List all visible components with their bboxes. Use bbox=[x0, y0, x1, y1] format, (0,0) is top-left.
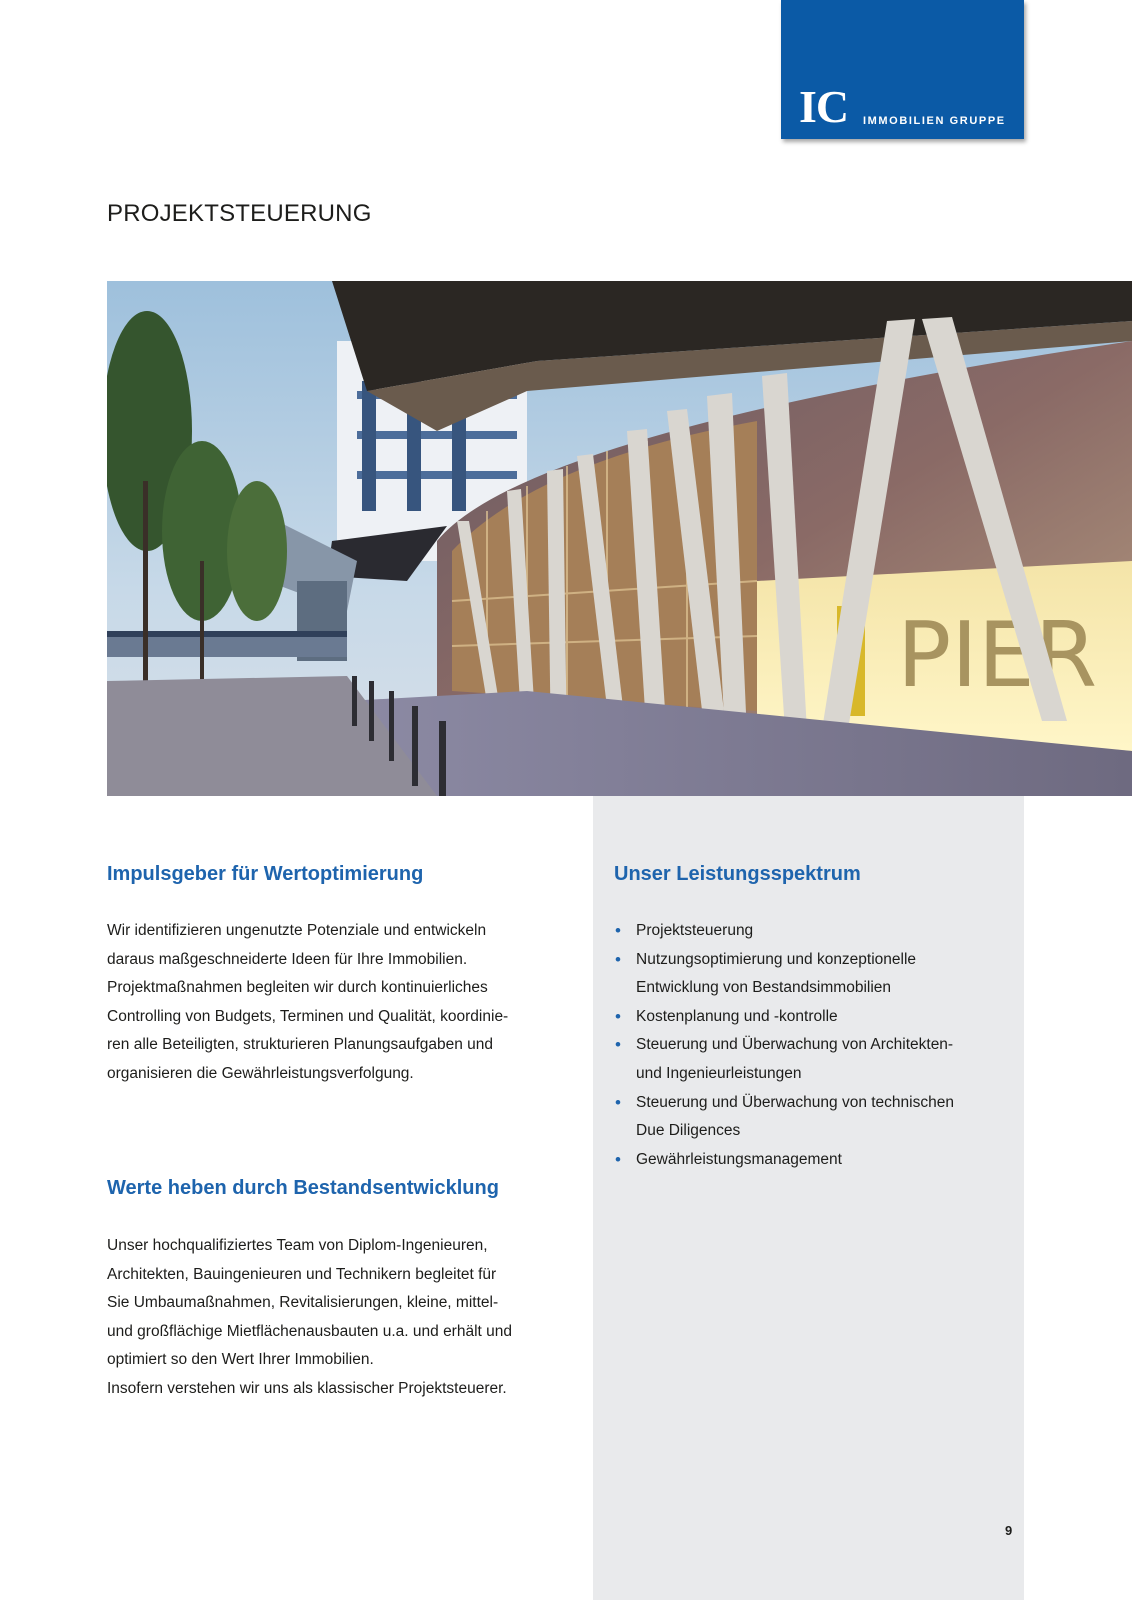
page-number: 9 bbox=[1005, 1523, 1013, 1538]
bullet-icon: • bbox=[615, 1149, 621, 1169]
section2-line: optimiert so den Wert Ihrer Immobilien. bbox=[107, 1351, 374, 1369]
logo-text: IMMOBILIEN GRUPPE bbox=[863, 115, 1006, 127]
list-item-line: Due Diligences bbox=[636, 1122, 741, 1140]
section1-line: Controlling von Budgets, Terminen und Qualität, koordinie- bbox=[107, 1007, 509, 1025]
logo-box bbox=[781, 0, 1024, 139]
logo-mark: IC bbox=[799, 81, 849, 132]
section1-line: organisieren die Gewährleistungsverfolgung. bbox=[107, 1064, 414, 1082]
page-title: PROJEKTSTEUERUNG bbox=[107, 200, 372, 227]
section2-line: und großflächige Mietflächenausbauten u.a. und erhält und bbox=[107, 1322, 513, 1340]
list-item bbox=[614, 1031, 1014, 1088]
section1-line: Wir identifizieren ungenutzte Potenziale und entwickeln bbox=[107, 922, 487, 939]
services-heading: Unser Leistungsspektrum bbox=[614, 863, 861, 885]
services-list bbox=[614, 917, 1014, 1174]
list-item-line: und Ingenieurleistungen bbox=[636, 1064, 802, 1082]
section2-line: Sie Umbaumaßnahmen, Revitalisierungen, kleine, mittel- bbox=[107, 1294, 499, 1312]
bullet-icon: • bbox=[615, 1035, 621, 1055]
building-photo bbox=[107, 281, 1132, 796]
list-item bbox=[614, 946, 1014, 1003]
bullet-icon: • bbox=[615, 949, 621, 969]
list-item bbox=[614, 1146, 1014, 1175]
list-item-line: Steuerung und Überwachung von technischen bbox=[636, 1093, 954, 1111]
list-item bbox=[614, 1003, 1014, 1032]
section2-line: Unser hochqualifiziertes Team von Diplom-Ingenieuren, bbox=[107, 1237, 488, 1254]
building-photo-illustration bbox=[107, 281, 1132, 796]
section2-line: Architekten, Bauingenieuren und Technikern begleitet für bbox=[107, 1265, 497, 1283]
section1-heading: Impulsgeber für Wertoptimierung bbox=[107, 863, 424, 885]
list-item-line: Projektsteuerung bbox=[636, 922, 754, 939]
list-item bbox=[614, 917, 1014, 946]
list-item-line: Nutzungsoptimierung und konzeptionelle bbox=[636, 950, 917, 968]
section1-line: Projektmaßnahmen begleiten wir durch kontinuierliches bbox=[107, 979, 488, 997]
list-item-line: Steuerung und Überwachung von Architekten- bbox=[636, 1036, 954, 1054]
section2-heading: Werte heben durch Bestandsentwicklung bbox=[107, 1177, 499, 1199]
section1-body bbox=[107, 917, 508, 1089]
section1-line: daraus maßgeschneiderte Ideen für Ihre Immobilien. bbox=[107, 950, 468, 968]
section2-body bbox=[107, 1232, 512, 1404]
section1-line: ren alle Beteiligten, strukturieren Planungsaufgaben und bbox=[107, 1036, 494, 1054]
list-item-line: Entwicklung von Bestandsimmobilien bbox=[636, 979, 892, 997]
list-item-line: Kostenplanung und -kontrolle bbox=[636, 1007, 838, 1025]
section2-line: Insofern verstehen wir uns als klassischer Projektsteuerer. bbox=[107, 1379, 507, 1397]
bullet-icon: • bbox=[615, 921, 621, 940]
pier-sign: PIER bbox=[897, 603, 1098, 708]
list-item-line: Gewährleistungsmanagement bbox=[636, 1150, 842, 1168]
list-item bbox=[614, 1089, 1014, 1146]
bullet-icon: • bbox=[615, 1006, 621, 1026]
bullet-icon: • bbox=[615, 1092, 621, 1112]
